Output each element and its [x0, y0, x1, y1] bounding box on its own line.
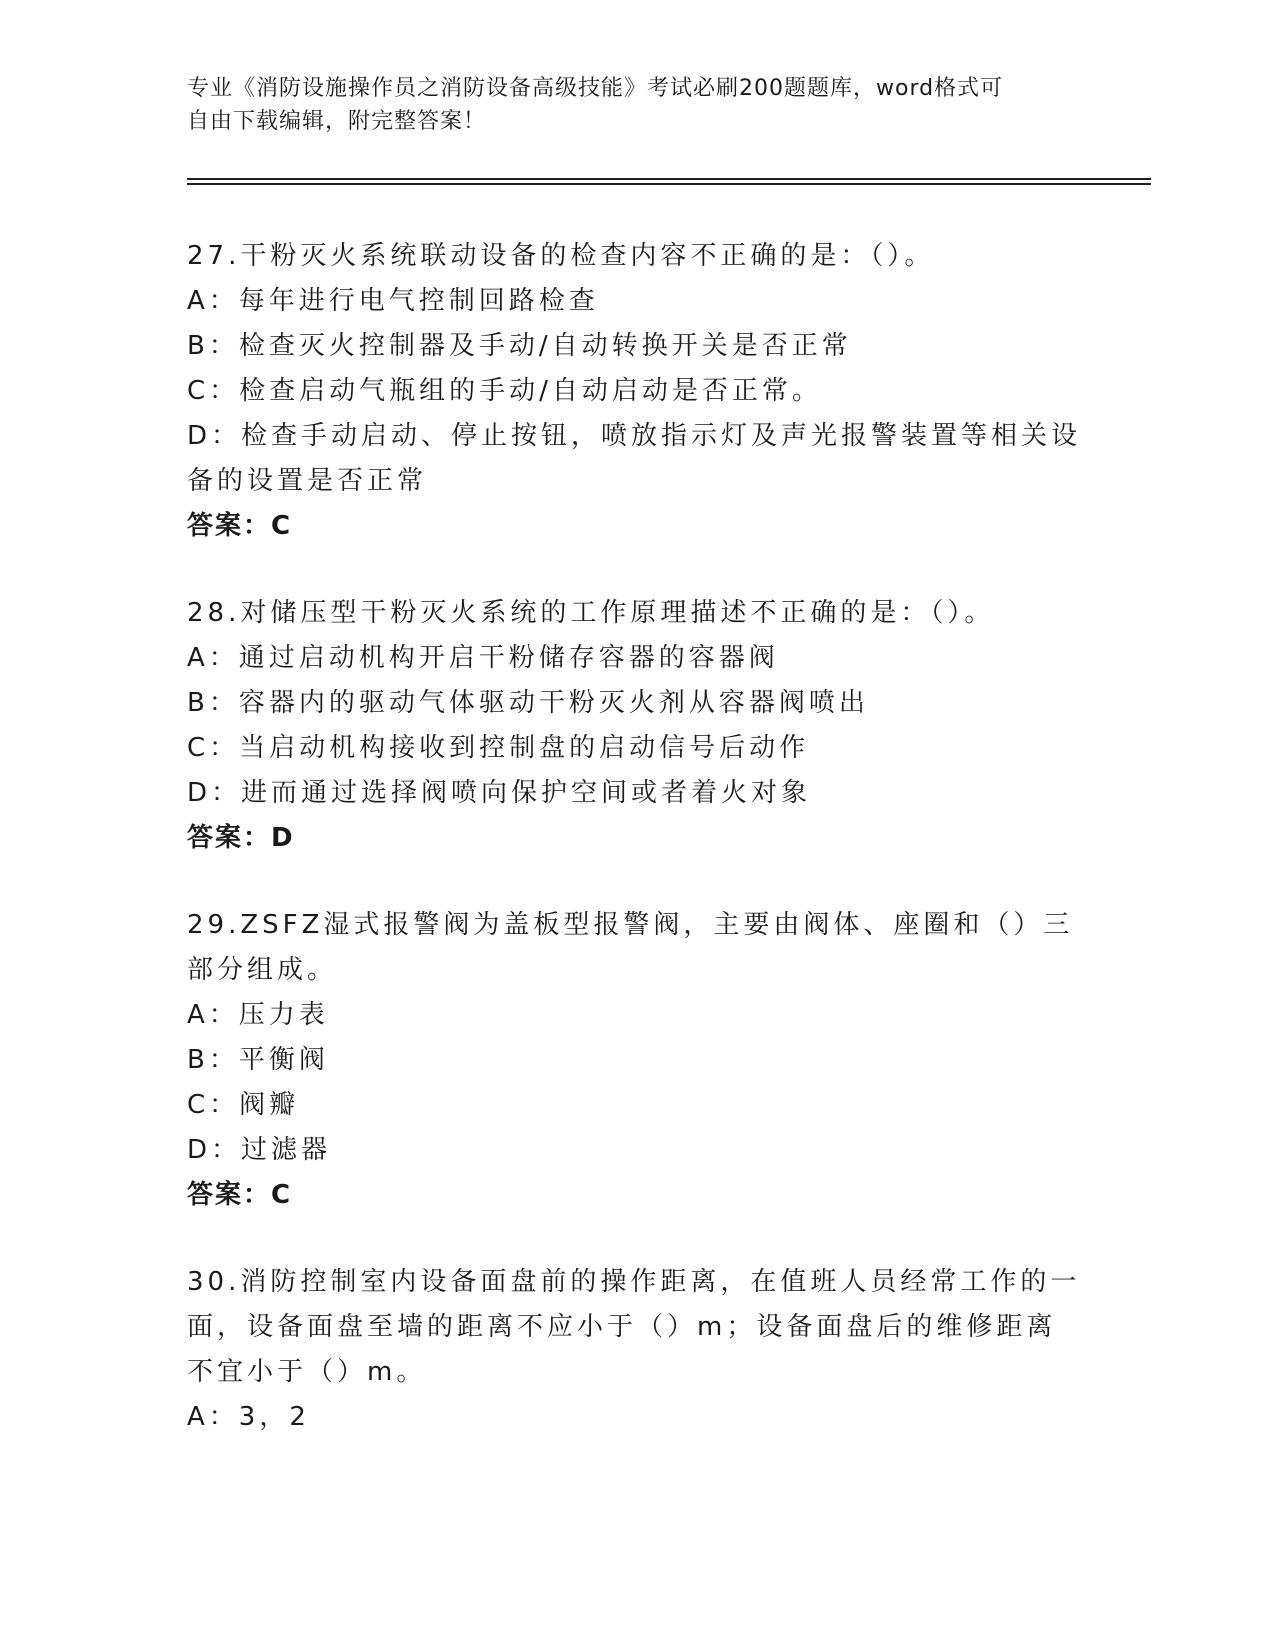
option-b: B：容器内的驱动气体驱动干粉灭火剂从容器阀喷出: [187, 688, 869, 718]
option-a: A：3，2: [187, 1402, 310, 1432]
option-a: A：通过启动机构开启干粉储存容器的容器阀: [187, 643, 779, 673]
question-stem: 27.干粉灭火系统联动设备的检查内容不正确的是：（）。: [187, 241, 935, 271]
answer: 答案：C: [187, 511, 293, 541]
question-27: [187, 234, 1082, 549]
option-a: A：每年进行电气控制回路检查: [187, 286, 599, 316]
question-28: [187, 591, 1082, 861]
document-header: [187, 72, 1067, 138]
header-line-2: 自由下载编辑，附完整答案！: [187, 109, 487, 134]
question-stem: 29.ZSFZ湿式报警阀为盖板型报警阀，主要由阀体、座圈和（）三部分组成。: [187, 910, 1074, 985]
header-divider-top: [187, 178, 1151, 180]
question-stem: 28.对储压型干粉灭火系统的工作原理描述不正确的是：（）。: [187, 598, 995, 628]
question-stem: 30.消防控制室内设备面盘前的操作距离，在值班人员经常工作的一面，设备面盘至墙的距离不应小于（）m；设备面盘后的维修距离不宜小于（）m。: [187, 1267, 1081, 1387]
option-c: C：当启动机构接收到控制盘的启动信号后动作: [187, 733, 810, 763]
question-30: [187, 1260, 1082, 1440]
option-b: B：检查灭火控制器及手动/自动转换开关是否正常: [187, 331, 852, 361]
header-line-1: 专业《消防设施操作员之消防设备高级技能》考试必刷200题题库，word格式可: [187, 76, 1004, 101]
option-d: D：过滤器: [187, 1135, 332, 1165]
question-list: [187, 234, 1082, 1482]
question-29: [187, 903, 1082, 1218]
header-divider-bottom: [187, 183, 1151, 185]
option-b: B：平衡阀: [187, 1045, 329, 1075]
answer: 答案：D: [187, 823, 295, 853]
option-c: C：检查启动气瓶组的手动/自动启动是否正常。: [187, 376, 822, 406]
option-d: D：检查手动启动、停止按钮，喷放指示灯及声光报警装置等相关设备的设置是否正常: [187, 421, 1082, 496]
option-d: D：进而通过选择阀喷向保护空间或者着火对象: [187, 778, 812, 808]
option-a: A：压力表: [187, 1000, 329, 1030]
option-c: C：阀瓣: [187, 1090, 300, 1120]
answer: 答案：C: [187, 1180, 293, 1210]
